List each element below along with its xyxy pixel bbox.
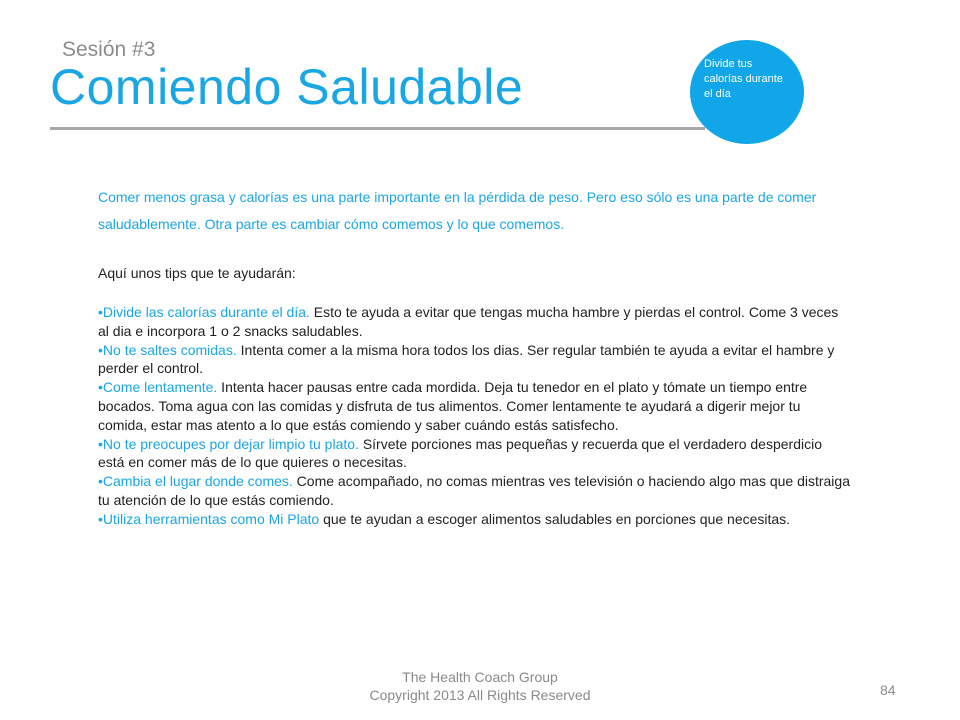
footer-company: The Health Coach Group [402, 669, 558, 685]
tip-highlight: •No te saltes comidas. [98, 341, 237, 358]
title-divider [50, 127, 705, 130]
footer-copyright: Copyright 2013 All Rights Reserved [369, 687, 591, 703]
tip-text: Esto te ayuda a evitar que tengas mucha hambre y pierdas el control. Come 3 veces al dia e incorpora 1 o 2 snacks saludables. [98, 304, 839, 339]
tip-highlight: •No te preocupes por dejar limpio tu plato. [98, 435, 359, 452]
tip-text: Intenta comer a la misma hora todos los dias. Ser regular también te ayuda a evitar el hambre y perder el control. [98, 341, 835, 377]
callout-text: Divide tus calorías durante el día [704, 58, 783, 100]
intro-paragraph: Comer menos grasa y calorías es una parte importante en la pérdida de peso. Pero eso sólo es una parte de comer saludablemente. Otra parte es cambiar cómo comemos y lo que comemos. [98, 189, 817, 232]
footer [300, 668, 660, 704]
tip-item [98, 303, 850, 341]
tip-highlight: •Cambia el lugar donde comes. [98, 473, 293, 490]
tip-item [98, 472, 850, 510]
tip-text: Sírvete porciones mas pequeñas y recuerda que el verdadero desperdicio está en comer más de lo que quieres o necesitas. [98, 435, 822, 471]
tip-highlight: •Come lentamente. [98, 379, 218, 396]
tips-list [98, 303, 850, 529]
tip-text: que te ayudan a escoger alimentos saludables en porciones que necesitas. [319, 510, 791, 527]
tip-item [98, 435, 850, 473]
session-label: Sesión #3 [62, 38, 156, 61]
page-number: 84 [880, 682, 896, 698]
tip-item [98, 510, 850, 529]
tip-text: Intenta hacer pausas entre cada mordida. Deja tu tenedor en el plato y tómate un tiempo entre bocados. Toma agua con las comidas y disfruta de tus alimentos. Comer lentamente te ayudará a digerir mejor tu comida, estar mas atento a lo que estás comiendo y saber cuándo estás satisfecho. [98, 379, 808, 433]
tip-item [98, 341, 850, 379]
tip-text: Come acompañado, no comas mientras ves televisión o haciendo algo mas que distraiga tu atención de lo que estás comiendo. [98, 473, 850, 508]
tip-highlight: •Utiliza herramientas como Mi Plato [98, 510, 320, 527]
tip-item [98, 378, 850, 434]
tip-highlight: •Divide las calorías durante el día. [98, 304, 310, 320]
tips-lead: Aquí unos tips que te ayudarán: [98, 265, 296, 281]
page-title: Comiendo Saludable [50, 59, 524, 115]
